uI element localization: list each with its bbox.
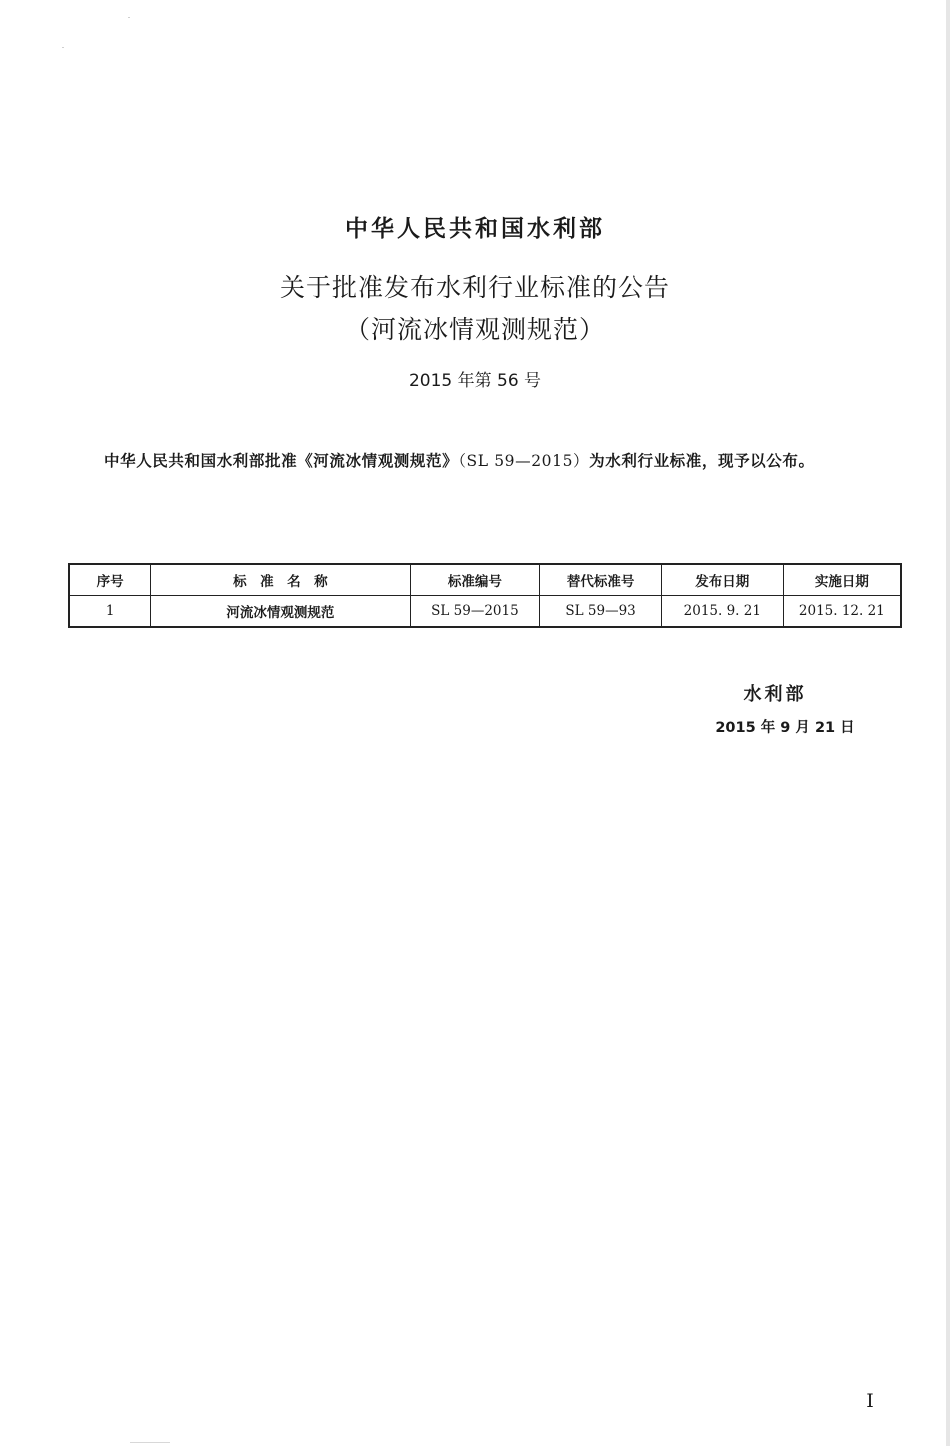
cell-effective-date: 2015. 12. 21 — [783, 596, 901, 628]
body-code-ref: （SL 59—2015） — [458, 452, 590, 470]
notice-title-line2: （河流冰情观测规范） — [344, 315, 605, 344]
body-text-after: 为水利行业标准，现予以公布。 — [589, 452, 815, 470]
scan-speck — [128, 17, 130, 18]
table-row — [69, 596, 901, 628]
cell-release-date: 2015. 9. 21 — [661, 596, 783, 628]
notice-body — [68, 446, 904, 477]
cell-serial: 1 — [69, 596, 151, 628]
scan-speck — [62, 47, 64, 48]
cell-standard-code: SL 59—2015 — [410, 596, 540, 628]
header-replaced-code: 替代标准号 — [540, 564, 662, 596]
cell-replaced-code: SL 59—93 — [540, 596, 662, 628]
cell-standard-name: 河流冰情观测规范 — [151, 596, 410, 628]
body-text-before: 中华人民共和国水利部批准《河流冰情观测规范》 — [104, 452, 459, 470]
header-standard-code: 标准编号 — [410, 564, 540, 596]
standards-table — [68, 563, 902, 628]
header-release-date: 发布日期 — [661, 564, 783, 596]
issuer-heading: 中华人民共和国水利部 — [345, 216, 605, 242]
page-number: I — [866, 1390, 874, 1412]
header-effective-date: 实施日期 — [783, 564, 901, 596]
signature-date: 2015 年 9 月 21 日 — [715, 720, 855, 736]
notice-title-line1: 关于批准发布水利行业标准的公告 — [279, 273, 670, 302]
header-standard-name: 标 准 名 称 — [151, 564, 410, 596]
notice-number: 2015 年第 56 号 — [408, 371, 542, 391]
page-bottom-mark — [130, 1442, 170, 1443]
header-serial: 序号 — [69, 564, 151, 596]
table-header-row — [69, 564, 901, 596]
signature-org: 水利部 — [743, 684, 807, 705]
